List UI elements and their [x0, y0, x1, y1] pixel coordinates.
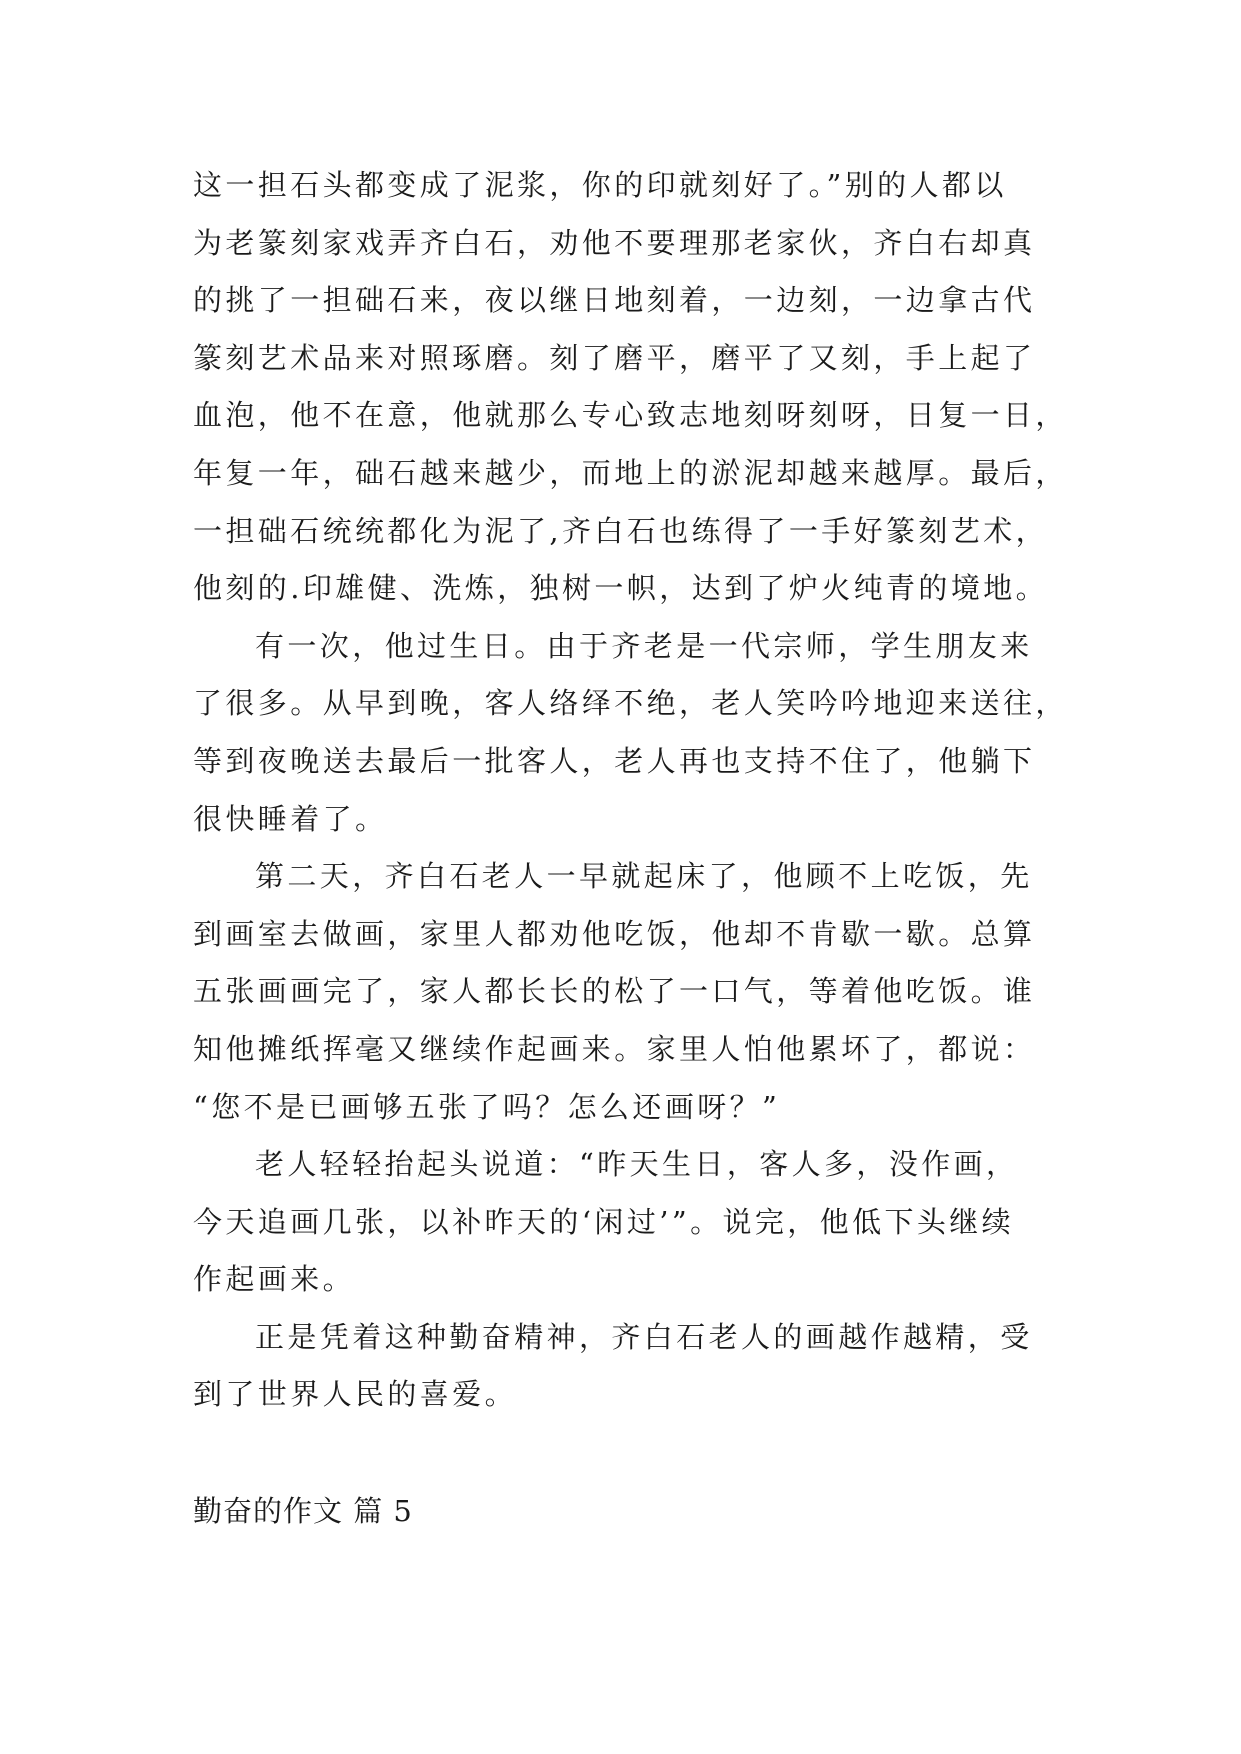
text-line: 作起画来。: [193, 1262, 356, 1297]
text-line: 很快睡着了。: [193, 801, 388, 836]
paragraph-start-line: 正是凭着这种勤奋精神，齐白石老人的画越作越精，受: [255, 1319, 1033, 1354]
text-line: 的挑了一担础石来，夜以继日地刻着，一边刻，一边拿古代: [193, 283, 1036, 318]
section-heading: 勤奋的作文 篇 5: [193, 1494, 413, 1528]
text-line: 篆刻艺术品来对照琢磨。刻了磨平，磨平了又刻，手上起了: [193, 340, 1036, 375]
text-line: “您不是已画够五张了吗？怎么还画呀？”: [193, 1089, 781, 1124]
text-line: 五张画画完了，家人都长长的松了一口气，等着他吃饭。谁: [193, 974, 1036, 1009]
text-line: 一担础石统统都化为泥了,齐白石也练得了一手好篆刻艺术，: [193, 513, 1049, 548]
text-line: 为老篆刻家戏弄齐白石，劝他不要理那老家伙，齐白右却真: [193, 225, 1036, 260]
essay-body: [193, 157, 1073, 1424]
paragraph-start-line: 有一次，他过生日。由于齐老是一代宗师，学生朋友来: [255, 628, 1033, 663]
text-line: 他刻的.印雄健、洗炼，独树一帜，达到了炉火纯青的境地。: [193, 571, 1049, 606]
paragraph-start-line: 第二天，齐白石老人一早就起床了，他顾不上吃饭，先: [255, 859, 1033, 894]
text-line: 今天追画几张，以补昨天的‘闲过’”。说完，他低下头继续: [193, 1204, 1015, 1239]
text-line: 血泡，他不在意，他就那么专心致志地刻呀刻呀，日复一日，: [193, 398, 1068, 433]
text-line: 年复一年，础石越来越少，而地上的淤泥却越来越厚。最后，: [193, 455, 1068, 490]
paragraph-start-line: 老人轻轻抬起头说道：“昨天生日，客人多，没作画，: [255, 1147, 1019, 1182]
text-line: 了很多。从早到晚，客人络绎不绝，老人笑吟吟地迎来送往，: [193, 686, 1068, 721]
text-line: 等到夜晚送去最后一批客人，老人再也支持不住了，他躺下: [193, 743, 1036, 778]
text-line: 到画室去做画，家里人都劝他吃饭，他却不肯歇一歇。总算: [193, 916, 1036, 951]
text-line: 这一担石头都变成了泥浆，你的印就刻好了。”别的人都以: [193, 168, 1007, 202]
text-line: 知他摊纸挥毫又继续作起画来。家里人怕他累坏了，都说：: [193, 1031, 1036, 1066]
text-line: 到了世界人民的喜爱。: [193, 1377, 518, 1412]
